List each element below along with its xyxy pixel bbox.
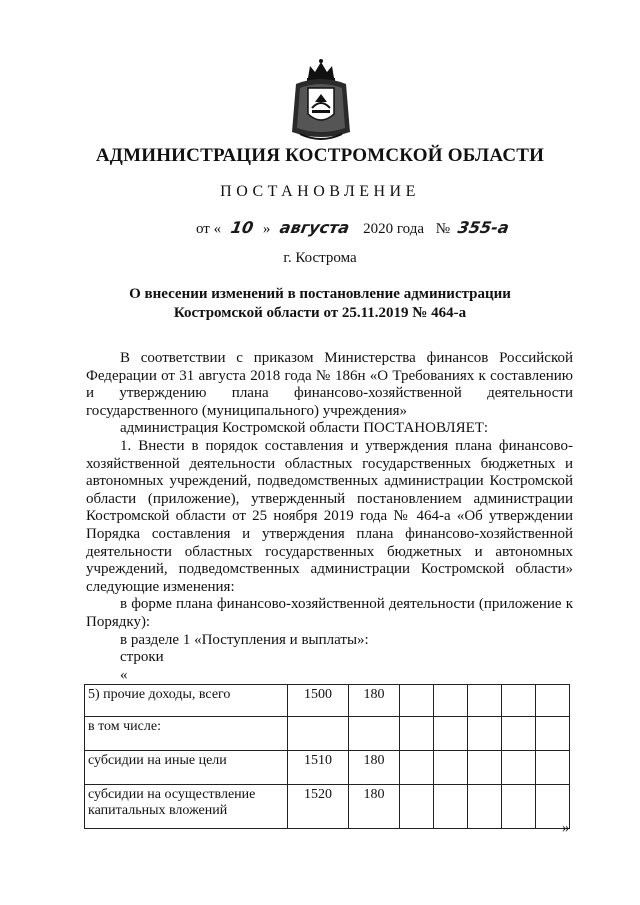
paragraph-preamble: В соответствии с приказом Министерства финансов Российской Федерации от 31 августа 2018 года № 186н «О Требованиях к составлению и утверждению плана финансово-хозяйственной деятельности государственного (муниципального) учреждения» <box>86 350 573 419</box>
table-cell-empty <box>536 717 570 751</box>
open-quote: « <box>120 666 128 683</box>
table-cell-name: в том числе: <box>85 717 288 751</box>
date-prefix: от « <box>196 221 222 237</box>
table-cell-kosgu: 180 <box>349 685 400 717</box>
table-cell-empty <box>468 685 502 717</box>
date-line <box>196 218 509 238</box>
document-subject <box>100 285 540 323</box>
table-cell-empty <box>468 751 502 785</box>
close-quote: » <box>562 820 570 836</box>
document-type: ПОСТАНОВЛЕНИЕ <box>220 183 420 200</box>
table-row <box>85 785 570 829</box>
table-cell-name: субсидии на осуществление капитальных вложений <box>85 785 288 829</box>
number-prefix: № <box>435 221 451 237</box>
table-cell-empty <box>434 785 468 829</box>
table-cell-empty <box>502 785 536 829</box>
table-cell-empty <box>400 685 434 717</box>
paragraph-item-1: 1. Внести в порядок составления и утверждения плана финансово-хозяйственной деятельности областных государственных бюджетных и автономных учреждений, подведомственных администрации Костромской области (приложение), утвержденный постановлением администрации Костромской области от 25 ноября 2019 года № 464-а «Об утверждении Порядка составления и утверждения плана финансово-хозяйственной деятельности областных государственных бюджетных и автономных учреждений, подведомственных администрации Костромской области» следующие изменения: <box>86 437 573 595</box>
table-cell-empty <box>502 751 536 785</box>
table-cell-code: 1510 <box>288 751 349 785</box>
table-cell-empty <box>502 717 536 751</box>
table-cell-empty <box>400 717 434 751</box>
table-cell-empty <box>434 751 468 785</box>
table-cell-kosgu: 180 <box>349 785 400 829</box>
table-cell-code <box>288 717 349 751</box>
subject-line-2: Костромской области от 25.11.2019 № 464-а <box>173 305 467 321</box>
paragraph-rows: строки <box>120 649 164 666</box>
date-year: 2020 года <box>363 221 425 237</box>
table-row <box>85 751 570 785</box>
table-cell-empty <box>434 717 468 751</box>
table-cell-kosgu: 180 <box>349 751 400 785</box>
handwritten-month: августа <box>278 218 352 237</box>
subject-line-1: О внесении изменений в постановление администрации <box>129 286 511 302</box>
paragraph-resolves: администрация Костромской области ПОСТАНОВЛЯЕТ: <box>120 420 489 437</box>
organization-title: АДМИНИСТРАЦИЯ КОСТРОМСКОЙ ОБЛАСТИ <box>95 145 545 166</box>
table-row <box>85 717 570 751</box>
income-table <box>84 684 570 829</box>
table-cell-empty <box>400 751 434 785</box>
table-cell-empty <box>400 785 434 829</box>
table-cell-empty <box>536 751 570 785</box>
table-cell-empty <box>468 717 502 751</box>
paragraph-section: в разделе 1 «Поступления и выплаты»: <box>120 631 369 648</box>
coat-of-arms-emblem <box>290 58 352 144</box>
table-cell-kosgu <box>349 717 400 751</box>
table-cell-name: субсидии на иные цели <box>85 751 288 785</box>
table-cell-code: 1520 <box>288 785 349 829</box>
table-cell-name: 5) прочие доходы, всего <box>85 685 288 717</box>
paragraph-form: в форме плана финансово-хозяйственной деятельности (приложение к Порядку): <box>86 596 573 630</box>
table-cell-empty <box>502 685 536 717</box>
city: г. Кострома <box>283 250 357 266</box>
table-cell-empty <box>468 785 502 829</box>
table-row <box>85 685 570 717</box>
table-cell-empty <box>536 685 570 717</box>
handwritten-number: 355-а <box>456 218 511 237</box>
table-cell-empty <box>434 685 468 717</box>
date-mid: » <box>262 221 271 237</box>
table-cell-code: 1500 <box>288 685 349 717</box>
handwritten-day: 10 <box>229 218 255 237</box>
document-body <box>86 350 573 684</box>
